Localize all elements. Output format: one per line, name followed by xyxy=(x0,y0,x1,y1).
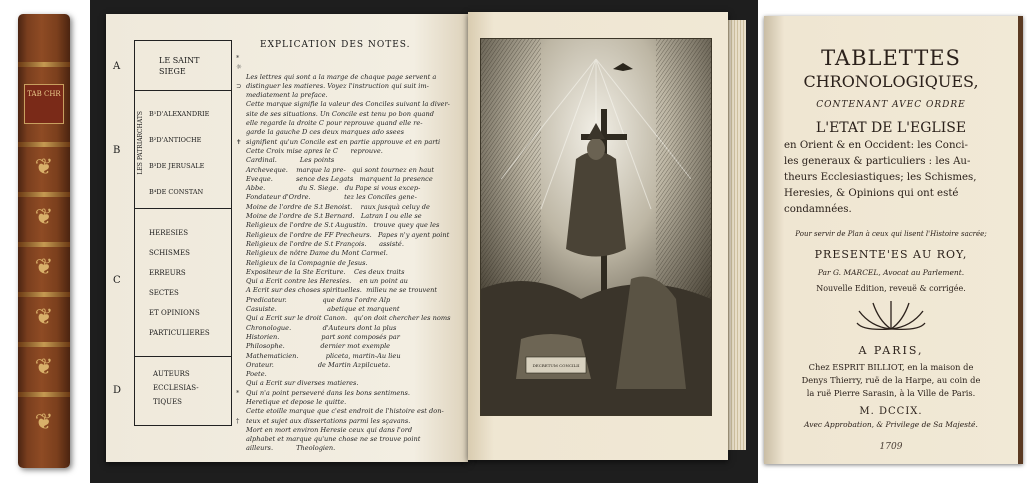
title-line-18: M. DCCIX. xyxy=(859,406,923,417)
note-line: Orateur. de Martin Azpilcueta. xyxy=(246,360,391,369)
note-symbol-icon xyxy=(236,128,246,137)
note-symbol-icon: † xyxy=(236,416,240,425)
title-line-12: Par G. MARCEL, Avocat au Parlement. xyxy=(817,268,965,277)
spine-ornament-icon: ❦ xyxy=(34,255,54,280)
page-edges xyxy=(728,20,746,450)
note-line: signifient qu'un Concile est en partie approuve et en parti xyxy=(246,137,441,146)
note-line: Poete. xyxy=(246,370,267,379)
title-line-8: Heresies, & Opinions qui ont esté xyxy=(784,188,959,199)
title-line-2: CHRONOLOGIQUES, xyxy=(803,72,979,91)
title-line-13: Nouvelle Edition, reveuë & corrigée. xyxy=(816,284,966,293)
note-line: Chronologue. d'Auteurs dont la plus xyxy=(246,323,397,332)
spine-ornament-icon: ❦ xyxy=(34,305,54,330)
note-line: mediatement la preface. xyxy=(246,91,328,100)
title-line-14: A PARIS, xyxy=(858,344,924,357)
note-symbol-icon xyxy=(236,314,246,323)
symbol-column xyxy=(236,54,246,435)
note-symbol-icon xyxy=(236,268,246,277)
note-symbol-icon: ☼ xyxy=(236,63,242,72)
note-line: Expositeur de la Ste Ecriture. Ces deux traits xyxy=(246,267,405,276)
note-symbol-icon xyxy=(236,352,246,361)
note-line: alphabet et marque qu'une chose ne se trouve point xyxy=(246,435,421,444)
printers-ornament xyxy=(856,299,926,335)
note-line: Religieux de l'ordre de S.t François. assisté. xyxy=(246,239,404,248)
note-symbol-icon xyxy=(236,379,246,388)
patriarchs-label: LES PATRIARCHATS xyxy=(137,111,144,175)
title-line-5: en Orient & en Occident: les Conci- xyxy=(784,140,968,151)
row-text: B¹D'ALEXANDRIE B²D'ANTIOCHE B³DE JERUSALE B⁴DE CONSTAN xyxy=(149,110,210,196)
note-symbol-icon xyxy=(236,342,246,351)
spine-band xyxy=(18,142,70,147)
note-line: A Ecrit sur des choses spirituelles. milieu ne se trouvent xyxy=(246,286,438,295)
note-line: Fondateur d'Ordre. tez les Conciles gene- xyxy=(246,193,417,202)
row-text: HERESIES SCHISMES ERREURS SECTES ET OPINIONS PARTICULIERES xyxy=(149,229,210,337)
note-line: Cette marque signifie la valeur des Conciles suivant la diver- xyxy=(246,100,450,109)
note-symbol-icon xyxy=(236,240,246,249)
note-line: Casuiste. abetique et marquent xyxy=(246,305,400,314)
note-line: Religieux de nôtre Dame du Mont Carmel. xyxy=(246,249,388,258)
note-symbol-icon xyxy=(236,426,246,435)
left-page-explanation xyxy=(106,14,468,462)
spine-ornament-icon: ❦ xyxy=(34,205,54,230)
note-symbol-icon xyxy=(236,286,246,295)
title-line-9: condamnées. xyxy=(784,204,852,215)
note-symbol-icon xyxy=(236,166,246,175)
note-symbol-icon xyxy=(236,277,246,286)
spine-band xyxy=(18,392,70,397)
category-table xyxy=(113,40,232,426)
note-line: Cette etoille marque que c'est endroit de l'histoire est don- xyxy=(246,407,444,416)
spine-band xyxy=(18,292,70,297)
note-line: Predicateur. que dans l'ordre Alp xyxy=(246,295,391,304)
leather-spine xyxy=(18,14,70,468)
note-line: garde la gauche D ces deux marques ado ssees xyxy=(246,128,404,137)
note-line: Qui a Ecrit sur diverses matieres. xyxy=(246,379,359,388)
spine-ornament-icon: ❦ xyxy=(34,410,54,435)
note-symbol-icon: * xyxy=(236,388,240,397)
title-line-10: Pour servir de Plan à ceux qui lisent l'Histoire sacrée; xyxy=(795,230,987,238)
row-text: AUTEURS ECCLESIAS- TIQUES xyxy=(153,370,199,406)
title-line-19: Avec Approbation, & Privilege de Sa Majesté. xyxy=(804,420,978,429)
note-line: Cardinal. Les points xyxy=(246,156,335,165)
note-line: Heretique et depose le quitte. xyxy=(246,397,347,406)
title-line-6: les generaux & particuliers : les Au- xyxy=(784,156,971,167)
note-symbol-icon xyxy=(236,333,246,342)
note-line: site de ses situations. Un Concile est tenu po bon quand xyxy=(246,109,434,118)
note-symbol-icon: * xyxy=(236,54,240,62)
notes-title: EXPLICATION DES NOTES. xyxy=(260,40,411,50)
note-line: elle regarde la droite C pour reprouve quand elle re- xyxy=(246,119,423,128)
note-line: Moine de l'ordre de S.t Benoist. raux jusquà celuy de xyxy=(246,202,430,211)
note-symbol-icon xyxy=(236,221,246,230)
note-line: teux et sujet aux dissertations parmi les sçavans. xyxy=(246,416,411,425)
note-line: Philosophe. dernier mot exemple xyxy=(246,342,391,351)
note-symbol-icon xyxy=(236,398,246,407)
note-symbol-icon xyxy=(236,91,246,100)
note-line: Mort en mort environ Heresie ceux qui dans l'ord xyxy=(246,425,413,434)
note-symbol-icon xyxy=(236,231,246,240)
note-line: Qui a Ecrit sur le droit Canon. qu'on doit chercher les noms xyxy=(246,314,451,323)
title-line-11: PRESENTE'ES AU ROY, xyxy=(814,248,968,261)
spine-ornament-icon: ❦ xyxy=(34,355,54,380)
note-line: Qui n'a point perseveré dans les bons sentimens. xyxy=(246,388,411,397)
note-symbol-icon xyxy=(236,73,246,82)
note-line: Moine de l'ordre de S.t Bernard. Latran I ou elle se xyxy=(246,212,422,221)
spine-band xyxy=(18,242,70,247)
note-symbol-icon xyxy=(236,305,246,314)
spine-title-label: TAB CHR xyxy=(24,84,64,124)
title-page xyxy=(764,16,1023,464)
table-row xyxy=(113,91,231,209)
note-line: Eveque. sence des Legats marquent la presence xyxy=(246,174,433,183)
note-line: Qui a Ecrit contre les Heresies. en un point au xyxy=(246,277,408,286)
note-symbol-icon: ⊃ xyxy=(236,81,242,90)
note-symbol-icon xyxy=(236,119,246,128)
note-line: Mathematicien. pliceta, martin-Au lieu xyxy=(246,351,401,360)
row-letter: A xyxy=(113,61,121,72)
title-page-photo xyxy=(760,0,1027,483)
table-row xyxy=(113,209,231,357)
note-symbol-icon xyxy=(236,249,246,258)
note-symbol-icon xyxy=(236,147,246,156)
title-line-3: CONTENANT AVEC ORDRE xyxy=(816,100,966,110)
note-line: Historien. part sont composés par xyxy=(246,332,400,341)
note-symbol-icon xyxy=(236,212,246,221)
note-symbol-icon: ✝ xyxy=(236,137,242,146)
right-page-frontispiece xyxy=(468,12,728,460)
note-line: Religieux de la Compagnie de Jesus. xyxy=(246,258,368,267)
note-line: Religieux de l'ordre de S.t Augustin. trouve quey que les xyxy=(246,221,440,230)
engraving-illustration xyxy=(481,39,711,415)
note-symbol-icon xyxy=(236,110,246,119)
row-letter: C xyxy=(113,275,121,286)
row-text: LE SAINT SIEGE xyxy=(159,56,200,76)
tablet-text: DECRETUM CONCILII xyxy=(532,363,580,368)
note-line: Religieux de l'ordre de FF Precheurs. Papes n'y ayent point xyxy=(246,230,450,239)
handwritten-date: 1709 xyxy=(879,442,903,452)
note-symbol-icon xyxy=(236,259,246,268)
notes-text xyxy=(246,54,474,472)
row-letter: D xyxy=(113,385,122,396)
note-symbol-icon xyxy=(236,100,246,109)
note-line: Cette Croix mise apres le C reprouve. xyxy=(246,146,383,155)
spine-band xyxy=(18,62,70,67)
note-symbol-icon xyxy=(236,156,246,165)
note-line: ailleurs. Theologien. xyxy=(246,444,336,453)
note-symbol-icon xyxy=(236,175,246,184)
book-spine-photo xyxy=(0,0,88,483)
note-line: Archeveque. marque la pre- qui sont tournez en haut xyxy=(246,165,435,174)
spine-ornament-icon: ❦ xyxy=(34,155,54,180)
title-line-1: TABLETTES xyxy=(821,46,961,70)
note-symbol-icon xyxy=(236,361,246,370)
row-letter: B xyxy=(113,145,121,156)
note-symbol-icon xyxy=(236,296,246,305)
note-line: Les lettres qui sont a la marge de chaque page servent a xyxy=(246,72,437,81)
note-symbol-icon xyxy=(236,203,246,212)
table-row xyxy=(113,41,231,91)
title-line-15: Chez ESPRIT BILLIOT, en la maison de xyxy=(808,362,974,372)
title-line-7: theurs Ecclesiastiques; les Schismes, xyxy=(784,172,977,183)
frontispiece-engraving xyxy=(480,38,712,416)
open-book-photo xyxy=(90,0,758,483)
note-symbol-icon xyxy=(236,324,246,333)
note-symbol-icon xyxy=(236,407,246,416)
note-symbol-icon xyxy=(236,193,246,202)
title-line-16: Denys Thierry, ruë de la Harpe, au coin de xyxy=(801,375,981,385)
title-line-17: la ruë Pierre Sarasin, à la Ville de Paris. xyxy=(806,388,976,398)
title-line-4: L'ETAT DE L'EGLISE xyxy=(815,120,967,136)
spine-band xyxy=(18,342,70,347)
note-line: Abbe. du S. Siege. du Pape si vous excep- xyxy=(246,184,421,193)
spine-band xyxy=(18,192,70,197)
note-symbol-icon xyxy=(236,184,246,193)
note-symbol-icon xyxy=(236,370,246,379)
note-line: distinguer les matieres. Voyez l'instruction qui suit im- xyxy=(246,81,429,90)
table-row xyxy=(113,357,231,425)
